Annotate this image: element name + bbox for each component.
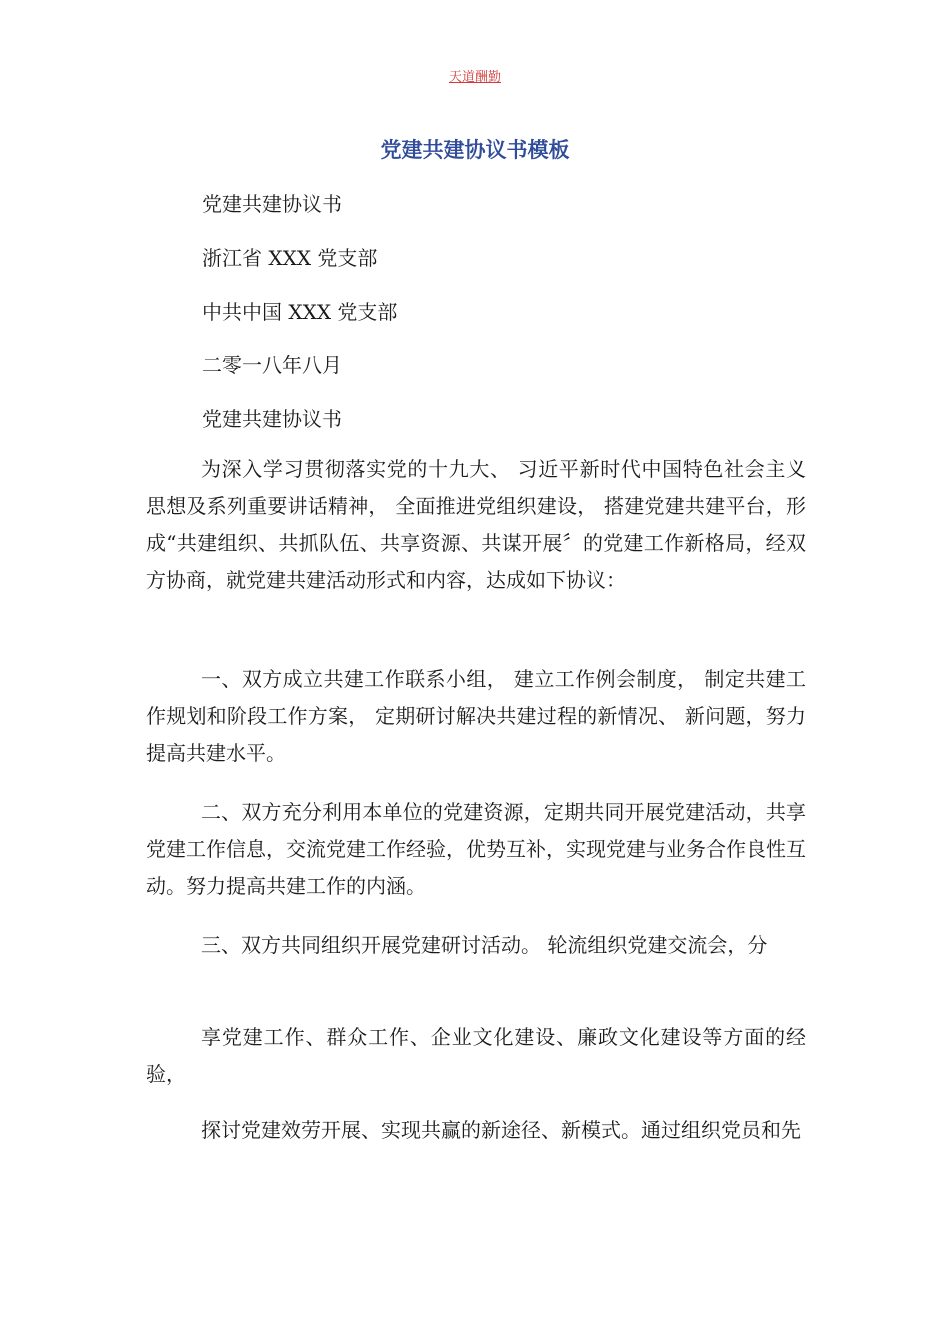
paragraph-clause-3: 三、双方共同组织开展党建研讨活动。 轮流组织党建交流会，分 <box>201 933 768 957</box>
paragraph-clause-3-cont-1: 享党建工作、群众工作、企业文化建设、廉政文化建设等方面的经验， <box>146 1025 806 1086</box>
cover-line-heading: 党建共建协议书 <box>202 407 342 431</box>
paragraph-clause-3-cont-2: 探讨党建效劳开展、实现共赢的新途径、新模式。通过组织党员和先 <box>201 1118 801 1142</box>
cover-line-agreement-title: 党建共建协议书 <box>202 192 342 216</box>
header-link[interactable]: 天道酬勤 <box>448 70 501 85</box>
document-title: 党建共建协议书模板 <box>380 138 570 162</box>
cover-line-party-b: 中共中国 XXX 党支部 <box>202 300 398 324</box>
paragraph-preamble: 为深入学习贯彻落实党的十九大、 习近平新时代中国特色社会主义思想及系列重要讲话精神， 全面推进党组织建设， 搭建党建共建平台，形成“共建组织、共抓队伍、共享资源、共谋开展〞的党建工作新格局，经双方协商，就党建共建活动形式和内容，达成如下协议： <box>146 457 806 592</box>
paragraph-clause-2: 二、双方充分利用本单位的党建资源，定期共同开展党建活动，共享党建工作信息，交流党建工作经验，优势互补，实现党建与业务合作良性互动。努力提高共建工作的内涵。 <box>146 800 806 898</box>
cover-line-party-a: 浙江省 XXX 党支部 <box>202 246 378 270</box>
cover-line-date: 二零一八年八月 <box>202 353 342 377</box>
paragraph-clause-1: 一、双方成立共建工作联系小组， 建立工作例会制度， 制定共建工作规划和阶段工作方案， 定期研讨解决共建过程的新情况、 新问题，努力提高共建水平。 <box>146 667 806 765</box>
